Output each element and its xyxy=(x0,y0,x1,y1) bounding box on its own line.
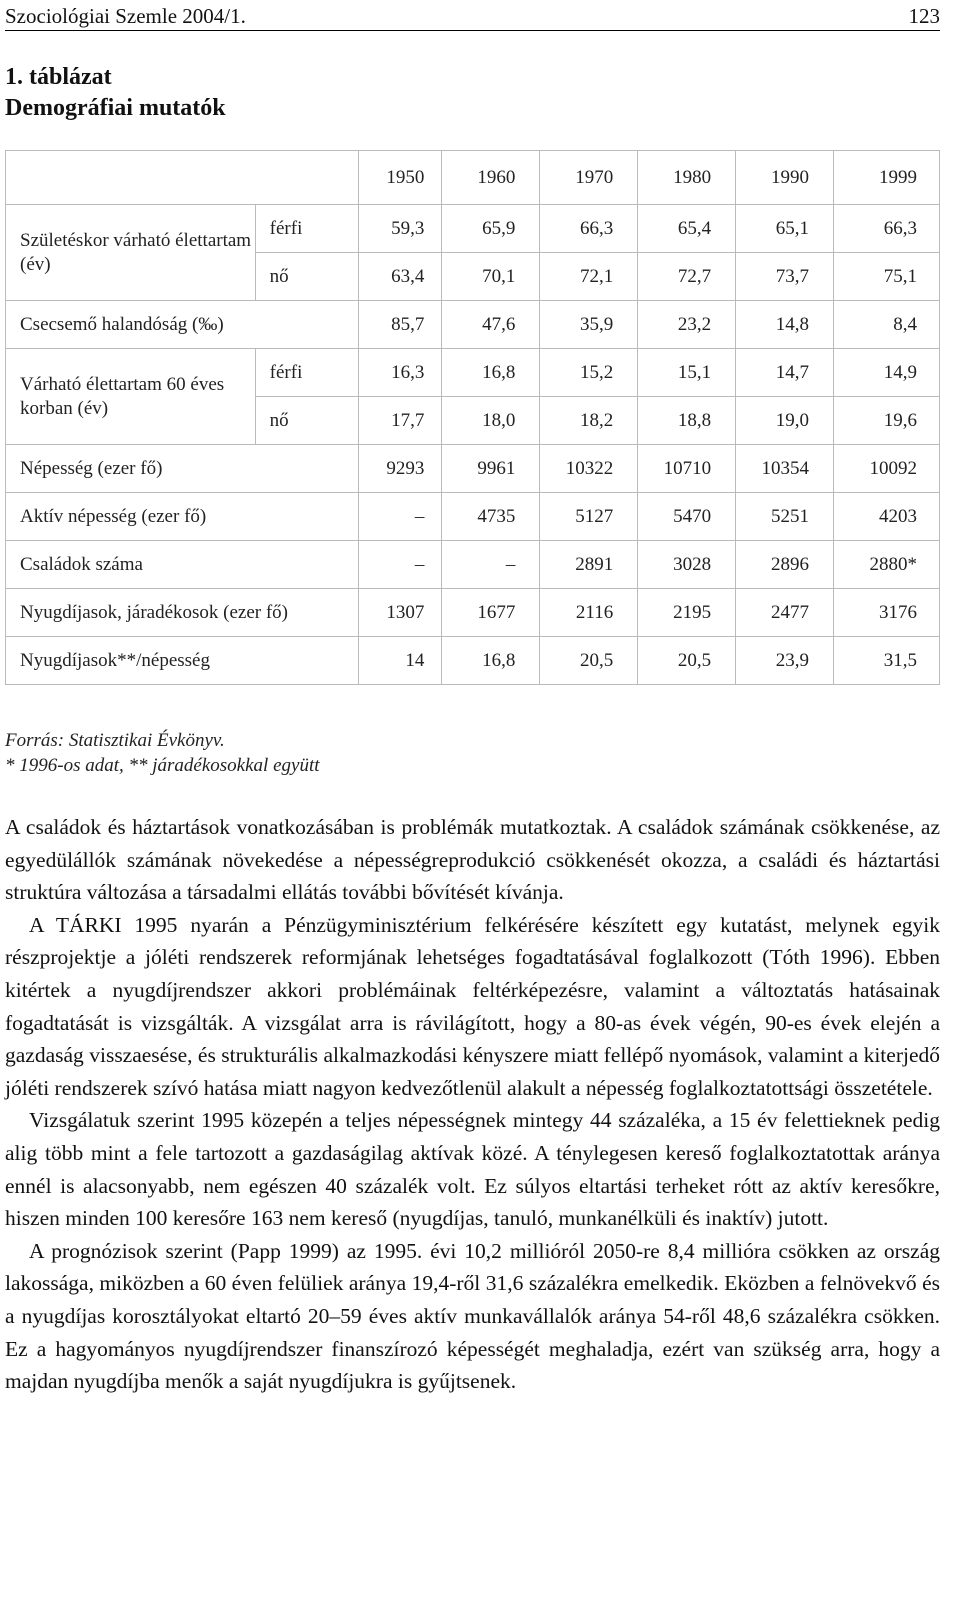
table-cell: 59,3 xyxy=(358,205,442,253)
table-cell: 47,6 xyxy=(442,301,540,349)
table-cell: 18,0 xyxy=(442,397,540,445)
table-cell: 2116 xyxy=(540,589,638,637)
table-cell: 14 xyxy=(358,637,442,685)
table-cell: 65,4 xyxy=(638,205,736,253)
row-label: Csecsemő halandóság (‰) xyxy=(6,301,359,349)
table-cell: 70,1 xyxy=(442,253,540,301)
table-row xyxy=(6,493,940,541)
sex-label: nő xyxy=(255,253,358,301)
table-title xyxy=(5,62,226,124)
page-header xyxy=(5,2,940,31)
table-notes xyxy=(5,728,320,778)
table-cell: 14,9 xyxy=(834,349,940,397)
row-label: Születéskor várható élettartam (év) xyxy=(6,205,256,301)
row-label: Aktív népesség (ezer fő) xyxy=(6,493,359,541)
paragraph-2: A TÁRKI 1995 nyarán a Pénzügyminisztérium felkérésére készített egy kutatást, melynek egyik részprojektje a jóléti rendszerek reformjának lehetséges fogadtatásával foglalkozott (Tóth 1996). Ebben kitértek a nyugdíjrendszer akkori problémáinak feltérképezésre, valamint a változtatás hatásainak fogadtatását is vizsgálták. A vizsgálat arra is rávilágított, hogy a 80-as évek végén, 90-es évek elején a gazdaság visszaesése, és strukturális alkalmazkodási kényszere miatt fellépő nyomások, valamint a kiterjedő jóléti rendszerek szívó hatása miatt nagyon kedvezőtlenül alakult a népesség foglalkoztatottsági összetétele. xyxy=(5,912,940,1100)
table-cell: – xyxy=(358,541,442,589)
table-cell: 19,0 xyxy=(736,397,834,445)
table-cell: 14,7 xyxy=(736,349,834,397)
table-cell: 75,1 xyxy=(834,253,940,301)
table-cell: 16,8 xyxy=(442,637,540,685)
row-label: Népesség (ezer fő) xyxy=(6,445,359,493)
row-label: Nyugdíjasok**/népesség xyxy=(6,637,359,685)
table-row xyxy=(6,445,940,493)
table-cell: 2477 xyxy=(736,589,834,637)
table-cell: 16,8 xyxy=(442,349,540,397)
table-cell: 10322 xyxy=(540,445,638,493)
table-cell: 15,2 xyxy=(540,349,638,397)
table-cell: 5127 xyxy=(540,493,638,541)
table-row xyxy=(6,637,940,685)
table-cell: 2891 xyxy=(540,541,638,589)
page-number: 123 xyxy=(908,4,940,28)
table-cell: 35,9 xyxy=(540,301,638,349)
table-cell: 1950 xyxy=(358,151,442,205)
table-cell: 3176 xyxy=(834,589,940,637)
sex-label: nő xyxy=(255,397,358,445)
row-label: Családok száma xyxy=(6,541,359,589)
footnote: * 1996-os adat, ** járadékosokkal együtt xyxy=(5,755,320,776)
article-body xyxy=(5,811,940,1398)
table-cell: 1999 xyxy=(834,151,940,205)
table-cell: 8,4 xyxy=(834,301,940,349)
table-row xyxy=(6,349,940,397)
table-cell: 4203 xyxy=(834,493,940,541)
table-row xyxy=(6,205,940,253)
table-cell: 20,5 xyxy=(540,637,638,685)
table-cell: 4735 xyxy=(442,493,540,541)
table-cell: 2896 xyxy=(736,541,834,589)
table-cell: 5251 xyxy=(736,493,834,541)
table-cell: 1970 xyxy=(540,151,638,205)
table-cell: 66,3 xyxy=(540,205,638,253)
table-cell: 10354 xyxy=(736,445,834,493)
paragraph-1: A családok és háztartások vonatkozásában is problémák mutatkoztak. A családok számának csökkenése, az egyedülállók számának növekedése a népességreprodukció csökkenését okozza, a családi és háztartási struktúra változása a társadalmi ellátás további bővítését kívánja. xyxy=(5,815,940,905)
sex-label: férfi xyxy=(255,205,358,253)
paragraph-4: A prognózisok szerint (Papp 1999) az 1995. évi 10,2 millióról 2050-re 8,4 millióra csökken az ország lakossága, miközben a 60 éven felüliek aránya 19,4-ről 31,6 százalékra emelkedik. Eközben a felnövekvő és a nyugdíjas korosztályokat eltartó 20–59 éves aktív munkavállalók aránya 54-ről 48,6 százalékra csökken. Ez a hagyományos nyugdíjrendszer finanszírozó képességét meghaladja, ezért van szükség arra, hogy a majdan nyugdíjba menők a saját nyugdíjukra is gyűjtsenek. xyxy=(5,1238,940,1394)
table-cell: – xyxy=(442,541,540,589)
table-cell: 5470 xyxy=(638,493,736,541)
paragraph-3: Vizsgálatuk szerint 1995 közepén a teljes népességnek mintegy 44 százaléka, a 15 év felettieknek pedig alig több mint a fele tartozott a gazdaságilag aktívak közé. A ténylegesen kereső foglalkoztatottak aránya ennél is alacsonyabb, nem egészen 40 százalék volt. Ez súlyos eltartási terheket rótt az aktív keresőkre, hiszen minden 100 keresőre 163 nem kereső (nyugdíjas, tanuló, munkanélküli és inaktív) jutott. xyxy=(5,1108,940,1231)
table-row xyxy=(6,589,940,637)
table-cell: 10710 xyxy=(638,445,736,493)
table-cell: – xyxy=(358,493,442,541)
table-cell: 1960 xyxy=(442,151,540,205)
table-cell: 3028 xyxy=(638,541,736,589)
table-header-row xyxy=(6,151,940,205)
table-number: 1. táblázat xyxy=(5,64,112,90)
table-cell: 17,7 xyxy=(358,397,442,445)
table-cell: 1677 xyxy=(442,589,540,637)
table-cell: 23,9 xyxy=(736,637,834,685)
table-row xyxy=(6,541,940,589)
table-cell: 73,7 xyxy=(736,253,834,301)
table-cell: 20,5 xyxy=(638,637,736,685)
table-cell: 18,8 xyxy=(638,397,736,445)
journal-title: Szociológiai Szemle 2004/1. xyxy=(5,4,246,28)
table-cell: 9293 xyxy=(358,445,442,493)
table-cell: 65,1 xyxy=(736,205,834,253)
table-cell: 16,3 xyxy=(358,349,442,397)
table-cell: 15,1 xyxy=(638,349,736,397)
table-cell: 63,4 xyxy=(358,253,442,301)
demographic-table xyxy=(5,150,940,685)
table-cell: 1307 xyxy=(358,589,442,637)
source-note: Forrás: Statisztikai Évkönyv. xyxy=(5,730,225,751)
table-cell: 66,3 xyxy=(834,205,940,253)
table-cell: 1990 xyxy=(736,151,834,205)
table-cell: 72,7 xyxy=(638,253,736,301)
row-label: Várható élettartam 60 éves korban (év) xyxy=(6,349,256,445)
table-cell: 2195 xyxy=(638,589,736,637)
table-cell: 18,2 xyxy=(540,397,638,445)
table-cell: 23,2 xyxy=(638,301,736,349)
table-cell: 19,6 xyxy=(834,397,940,445)
row-label: Nyugdíjasok, járadékosok (ezer fő) xyxy=(6,589,359,637)
table-cell: 2880* xyxy=(834,541,940,589)
table-cell: 31,5 xyxy=(834,637,940,685)
table-cell: 85,7 xyxy=(358,301,442,349)
sex-label: férfi xyxy=(255,349,358,397)
table-cell: 14,8 xyxy=(736,301,834,349)
table-cell: 10092 xyxy=(834,445,940,493)
table-caption: Demográfiai mutatók xyxy=(5,95,226,121)
table-cell: 1980 xyxy=(638,151,736,205)
table-row xyxy=(6,301,940,349)
table-cell: 72,1 xyxy=(540,253,638,301)
table-cell: 9961 xyxy=(442,445,540,493)
table-cell: 65,9 xyxy=(442,205,540,253)
table-corner-cell xyxy=(6,151,359,205)
